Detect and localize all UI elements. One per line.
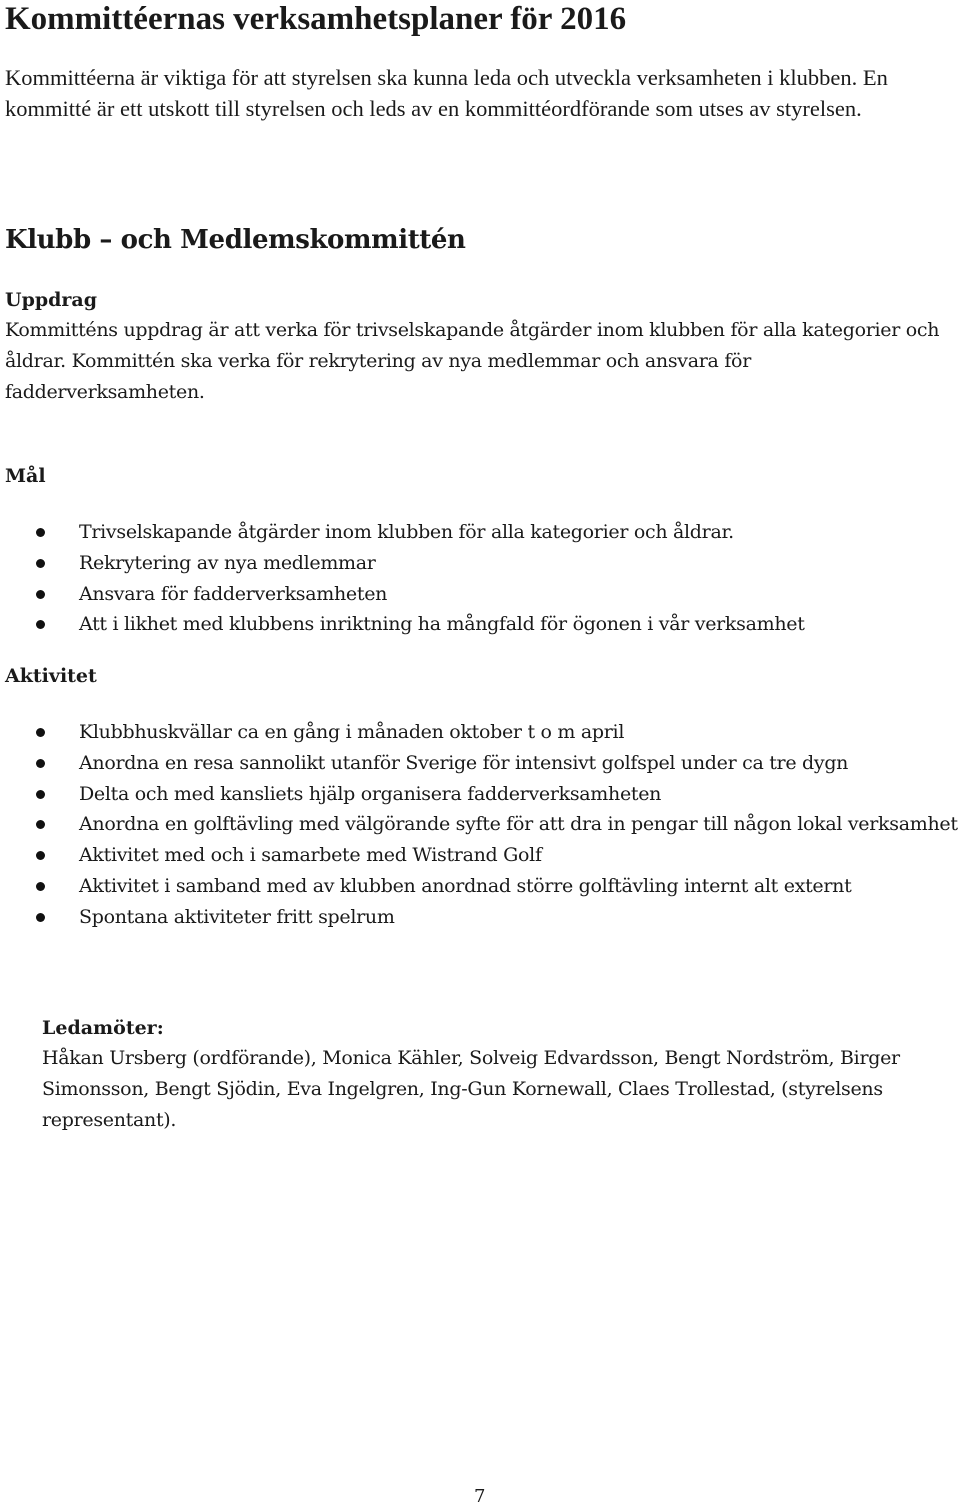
bullet-icon (36, 590, 45, 599)
committee-heading: Klubb – och Medlemskommittén (5, 225, 466, 255)
goals-list (0, 517, 955, 640)
goal-text: Rekrytering av nya medlemmar (79, 551, 376, 574)
list-item (0, 902, 960, 933)
mission-label: Uppdrag (5, 289, 98, 311)
bullet-icon (36, 851, 45, 860)
bullet-icon (36, 620, 45, 629)
activity-text: Aktivitet i samband med av klubben anordnad större golftävling internt alt externt (79, 874, 852, 897)
list-item (0, 579, 955, 610)
goal-text: Att i likhet med klubbens inriktning ha mångfald för ögonen i vår verksamhet (79, 613, 805, 636)
bullet-icon (36, 559, 45, 568)
activities-label: Aktivitet (5, 665, 97, 687)
activity-text: Aktivitet med och i samarbete med Wistrand Golf (79, 844, 542, 867)
activities-list (0, 717, 960, 933)
list-item (0, 548, 955, 579)
activity-text: Anordna en golftävling med välgörande syfte för att dra in pengar till någon lokal verksamhet (79, 813, 958, 836)
goal-text: Trivselskapande åtgärder inom klubben för alla kategorier och åldrar. (79, 521, 734, 543)
activity-text: Delta och med kansliets hjälp organisera fadderverksamheten (79, 782, 662, 805)
list-item (0, 717, 960, 748)
list-item (0, 517, 955, 548)
list-item (0, 809, 960, 840)
bullet-icon (36, 528, 45, 537)
list-item (0, 609, 955, 640)
activity-text: Klubbhuskvällar ca en gång i månaden oktober t o m april (79, 721, 625, 743)
mission-text: Kommitténs uppdrag är att verka för trivselskapande åtgärder inom klubben för alla kategorier och åldrar. Kommittén ska verka för rekrytering av nya medlemmar och ansvara för fadderverksamheten. (5, 319, 940, 403)
page-number: 7 (474, 1486, 486, 1507)
bullet-icon (36, 820, 45, 829)
activity-text: Spontana aktiviteter fritt spelrum (79, 905, 395, 928)
activity-text: Anordna en resa sannolikt utanför Sverige för intensivt golfspel under ca tre dygn (79, 751, 849, 774)
bullet-icon (36, 759, 45, 768)
bullet-icon (36, 882, 45, 891)
page-title: Kommittéernas verksamhetsplaner för 2016 (5, 1, 627, 37)
list-item (0, 779, 960, 810)
list-item (0, 871, 960, 902)
bullet-icon (36, 728, 45, 737)
members-label: Ledamöter: (42, 1017, 164, 1039)
intro-paragraph: Kommittéerna är viktiga för att styrelsen ska kunna leda och utveckla verksamheten i klubben. En kommitté är ett utskott till styrelsen och leds av en kommittéordförande som utses av styrelsen. (5, 65, 888, 121)
bullet-icon (36, 790, 45, 799)
list-item (0, 840, 960, 871)
goal-text: Ansvara för fadderverksamheten (79, 582, 388, 605)
goals-label: Mål (5, 465, 46, 487)
list-item (0, 748, 960, 779)
bullet-icon (36, 913, 45, 922)
members-text: Håkan Ursberg (ordförande), Monica Kähler, Solveig Edvardsson, Bengt Nordström, Birger Simonsson, Bengt Sjödin, Eva Ingelgren, Ing-Gun Kornewall, Claes Trollestad, (styrelsens representant). (42, 1047, 900, 1131)
